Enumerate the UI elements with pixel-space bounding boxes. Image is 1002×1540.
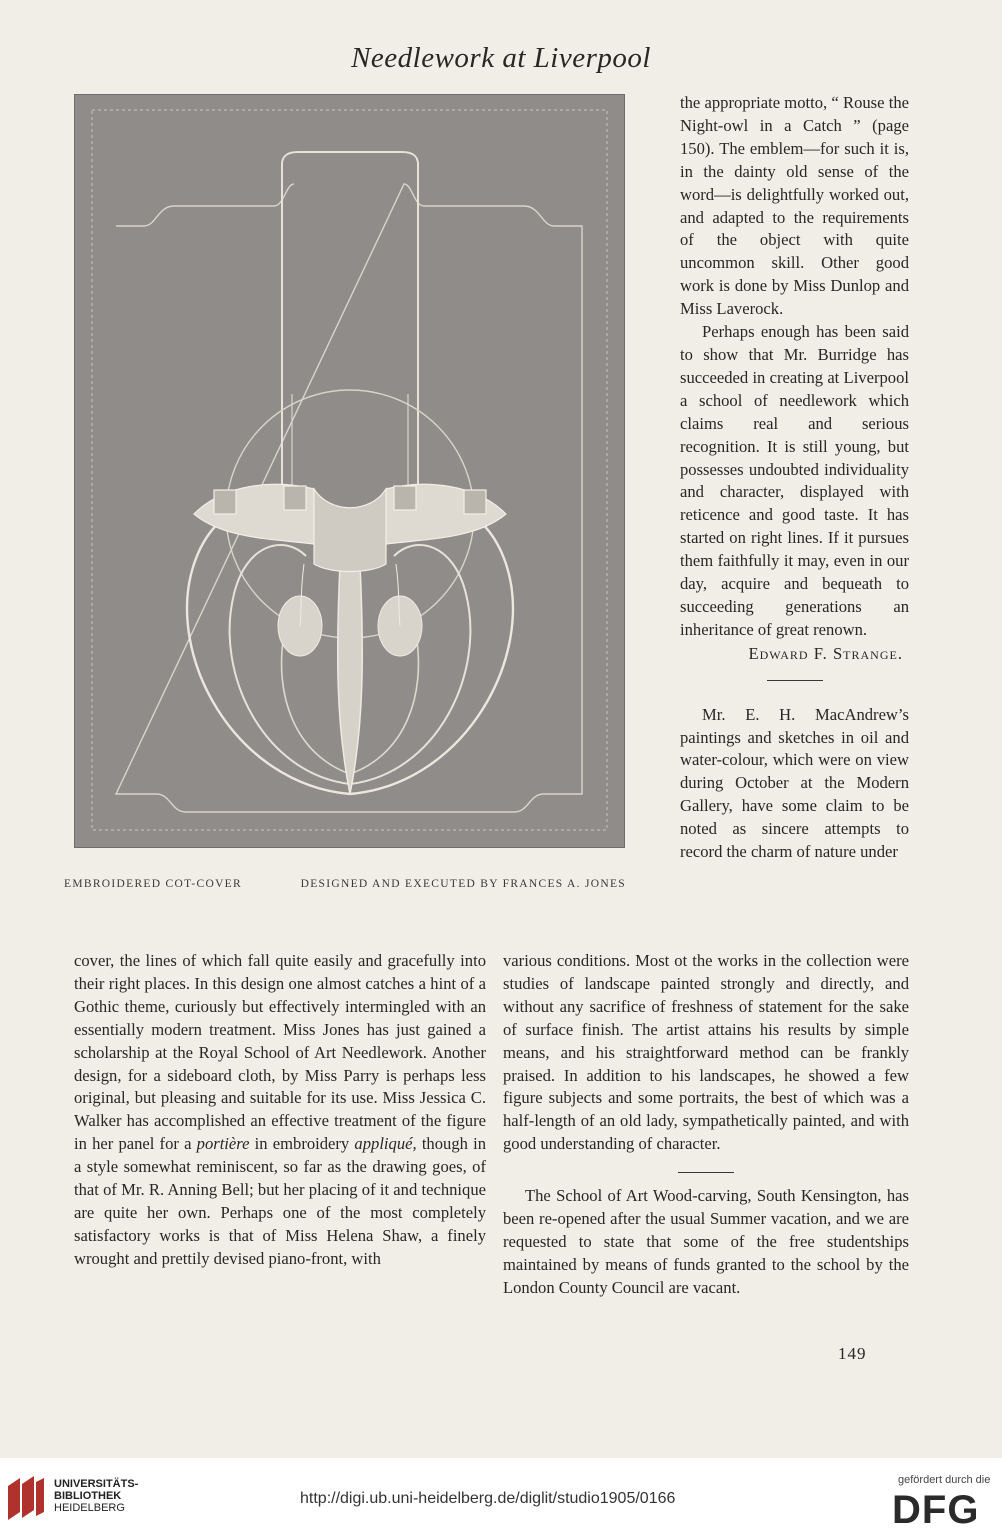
paragraph-macandrew-start: Mr. E. H. MacAndrew’s paintings and sketches in oil and water-colour, which were on view during October at the Modern Gallery, have some claim to be noted as sincere attempts to record the charm of nature under [680, 704, 909, 862]
source-url-link[interactable]: http://digi.ub.uni-heidelberg.de/diglit/studio1905/0166 [300, 1490, 676, 1507]
library-name-line3: HEIDELBERG [54, 1502, 125, 1514]
dfg-logo: DFG [892, 1488, 980, 1532]
author-signature: Edward F. Strange. [748, 643, 903, 663]
middle-column [503, 950, 909, 1300]
left-text-start: cover, the lines of which fall quite easily and gracefully into their right places. In this design one almost catches a hint of a Gothic theme, curiously but effectively intermingled with an essentially modern treatment. Miss Jones has just gained a scholarship at the Royal School of Art Needlework. Another design, for a sideboard cloth, by Miss Parry is perhaps less original, but pleasing and suitable for its use. Miss Jessica C. Walker has accomplished an effective treatment of the figure in her panel for a [74, 951, 486, 1154]
italic-applique: appliqué, [354, 1134, 417, 1154]
paragraph-wood-carving: The School of Art Wood-carving, South Kensington, has been re-opened after the usual Summer vacation, and we are requested to state that some of the free studentships maintained by means of funds granted to the school by the London County Council are vacant. [503, 1186, 909, 1297]
flower-band [194, 484, 506, 571]
library-name [54, 1478, 138, 1514]
right-column [680, 92, 909, 864]
library-logo-icon [4, 1472, 48, 1524]
section-divider [678, 1172, 734, 1173]
left-text-end: though in a style somewhat reminiscent, so far as the drawing goes, of that of Mr. R. Anning Bell; but her placing of it and technique are quite her own. Perhaps one of the most completely satisfactory works is that of Miss Helena Shaw, a finely wrought and prettily devised piano-front, with [74, 1134, 486, 1268]
funded-by-label: gefördert durch die [898, 1474, 991, 1486]
left-column [74, 950, 486, 1271]
paragraph-motto: the appropriate motto, “ Rouse the Night-owl in a Catch ” (page 150). The emblem—for such it is, in the dainty old sense of the word—is delightfully worked out, and adapted to the requirements of the object with quite uncommon skill. Other good work is done by Miss Dunlop and Miss Laverock. [680, 93, 909, 319]
italic-portiere: portière [196, 1134, 250, 1154]
embroidered-cot-cover-plate [74, 94, 625, 848]
library-name-line2: BIBLIOTHEK [54, 1490, 122, 1502]
library-name-line1: UNIVERSITÄTS- [54, 1478, 139, 1490]
digitization-footer [0, 1458, 1002, 1540]
embroidery-illustration [74, 94, 625, 848]
page-number: 149 [838, 1344, 867, 1363]
paragraph-school: Perhaps enough has been said to show that Mr. Burridge has succeeded in creating at Liverpool a school of needlework which claims real and serious recognition. It is still young, but possesses undoubted individuality and character, displayed with reticence and good taste. It has started on right lines. If it pursues them faithfully it may, even in our day, acquire and bequeath to succeeding generations an inheritance of great renown. [680, 322, 909, 639]
arch-top [282, 152, 418, 164]
central-stalk [338, 564, 363, 794]
running-title: Needlework at Liverpool [351, 42, 651, 74]
caption-title: EMBROIDERED COT-COVER [64, 878, 242, 890]
section-divider [767, 680, 823, 681]
caption-credit: DESIGNED AND EXECUTED BY FRANCES A. JONES [300, 878, 626, 890]
paragraph-macandrew-end: various conditions. Most ot the works in the collection were studies of landscape painted strongly and directly, and without any sacrifice of freshness of statement for the sake of surface finish. The artist attains his results by simple means, and his straightforward method can be frankly praised. In addition to his landscapes, he showed a few figure subjects and some portraits, the best of which was a half-length of an old lady, sympathetically painted, and with good understanding of character. [503, 951, 909, 1154]
paragraph-cot-cover [74, 950, 486, 1271]
plate-caption [64, 878, 626, 890]
left-text-mid: in embroidery [249, 1134, 355, 1154]
